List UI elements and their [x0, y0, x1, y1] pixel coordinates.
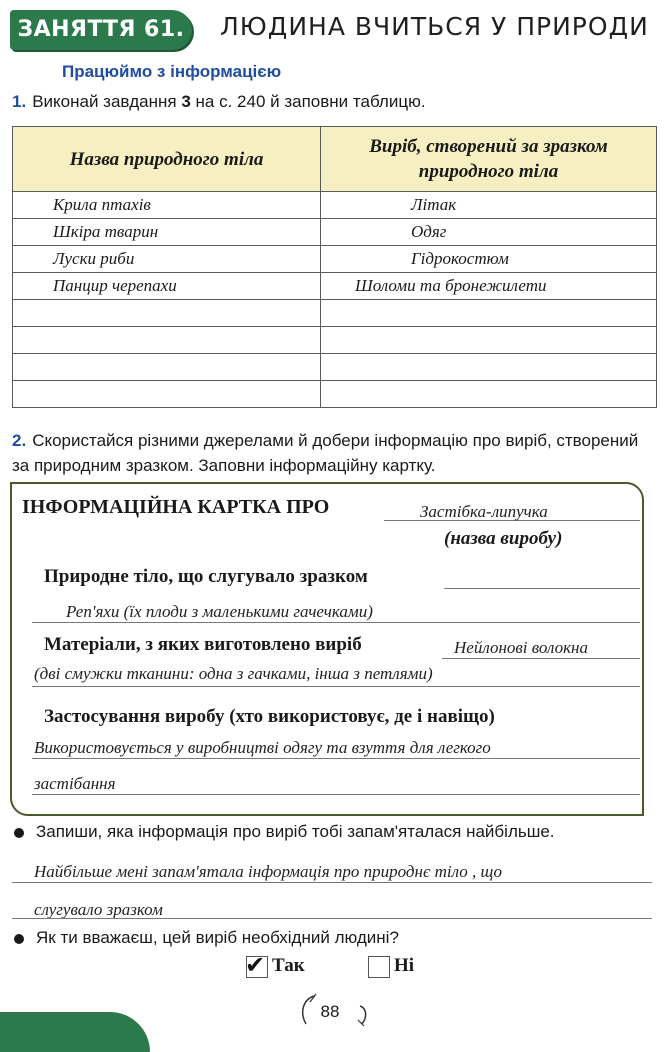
table-header-row — [13, 127, 657, 192]
usage-value-1[interactable]: Використовується у виробництві одягу та взуття для легкого — [34, 738, 491, 757]
answer-line-2 — [12, 918, 652, 919]
table-cell[interactable]: Крила птахів — [13, 192, 321, 219]
table-row — [13, 273, 657, 300]
task-number: 1. — [12, 92, 27, 111]
info-card — [10, 482, 644, 816]
task-text-before: Виконай завдання — [32, 92, 182, 111]
table-cell[interactable]: Гідрокостюм — [321, 246, 657, 273]
table-cell[interactable]: Шкіра тварин — [13, 219, 321, 246]
materials-line-1 — [442, 658, 640, 659]
natural-body-label: Природне тіло, що слугувало зразком — [44, 566, 368, 587]
info-card-heading: ІНФОРМАЦІЙНА КАРТКА ПРО — [22, 496, 330, 518]
task-1-instruction — [12, 92, 426, 112]
table-cell[interactable]: Шоломи та бронежилети — [321, 273, 657, 300]
table-cell[interactable] — [13, 381, 321, 408]
table-row — [13, 246, 657, 273]
natural-bodies-table — [12, 126, 657, 408]
table-header-product: Виріб, створений за зразком природного тіла — [321, 127, 657, 192]
table-cell[interactable] — [321, 381, 657, 408]
lesson-title: ЛЮДИНА ВЧИТЬСЯ У ПРИРОДИ — [220, 12, 649, 41]
bullet-question-2: Як ти вважаєш, цей виріб необхідний людині? — [36, 928, 399, 947]
table-row — [13, 354, 657, 381]
product-name-value[interactable]: Застібка-липучка — [420, 502, 548, 521]
no-checkbox[interactable] — [368, 956, 390, 978]
table-cell[interactable] — [13, 300, 321, 327]
product-name-caption: (назва виробу) — [444, 528, 563, 549]
usage-line-2 — [32, 794, 640, 795]
lesson-header — [0, 0, 668, 60]
no-option-label: Ні — [394, 955, 415, 976]
table-header-natural-body: Назва природного тіла — [13, 127, 321, 192]
materials-value-1[interactable]: Нейлонові волокна — [454, 638, 588, 657]
lesson-number-badge: ЗАНЯТТЯ 61. — [10, 10, 192, 50]
table-cell[interactable] — [321, 300, 657, 327]
table-row — [13, 327, 657, 354]
table-cell[interactable]: Одяг — [321, 219, 657, 246]
yes-checkbox[interactable] — [245, 951, 268, 979]
natural-body-line-1 — [444, 588, 640, 589]
bullet-answer-1[interactable]: Найбільше мені запам'ятала інформація про природнє тіло , що — [34, 862, 503, 881]
materials-line-2 — [32, 686, 640, 687]
task-2-text: Скористайся різними джерелами й добери інформацію про виріб, створений за природним зразком. Заповни інформаційну картку. — [12, 431, 639, 475]
usage-line-1 — [32, 758, 640, 759]
task-2-instruction — [12, 428, 652, 478]
task-bold-number: 3 — [181, 92, 191, 111]
table-cell[interactable]: Літак — [321, 192, 657, 219]
table-cell[interactable] — [321, 354, 657, 381]
yes-option-label: Так — [272, 955, 305, 976]
table-cell[interactable] — [13, 327, 321, 354]
table-cell[interactable] — [13, 354, 321, 381]
page-number: 88 — [320, 1002, 340, 1021]
materials-label: Матеріали, з яких виготовлено виріб — [44, 634, 362, 655]
table-row — [13, 219, 657, 246]
checkmark-icon: ✔ — [245, 951, 266, 979]
task-number: 2. — [12, 431, 27, 450]
materials-value-2[interactable]: (дві смужки тканини: одна з гачками, інша з петлями) — [34, 664, 433, 683]
table-cell[interactable]: Панцир черепахи — [13, 273, 321, 300]
bullet-answer-2[interactable]: слугувало зразком — [34, 900, 163, 919]
bullet-question-1: Запиши, яка інформація про виріб тобі запам'яталася найбільше. — [36, 822, 555, 841]
task-text-after: на с. 240 й заповни таблицю. — [190, 92, 426, 111]
usage-value-2[interactable]: застібання — [34, 774, 116, 793]
table-cell[interactable] — [321, 327, 657, 354]
usage-label: Застосування виробу (хто використовує, де і навіщо) — [44, 706, 495, 727]
table-row — [13, 381, 657, 408]
table-row — [13, 192, 657, 219]
natural-body-line-2 — [32, 622, 640, 623]
table-row — [13, 300, 657, 327]
natural-body-value[interactable]: Реп'яхи (їх плоди з маленькими гачечками) — [66, 602, 373, 621]
answer-line-1 — [12, 882, 652, 883]
decorative-corner — [0, 1012, 150, 1052]
section-title: Працюймо з інформацією — [62, 62, 282, 81]
table-cell[interactable]: Луски риби — [13, 246, 321, 273]
